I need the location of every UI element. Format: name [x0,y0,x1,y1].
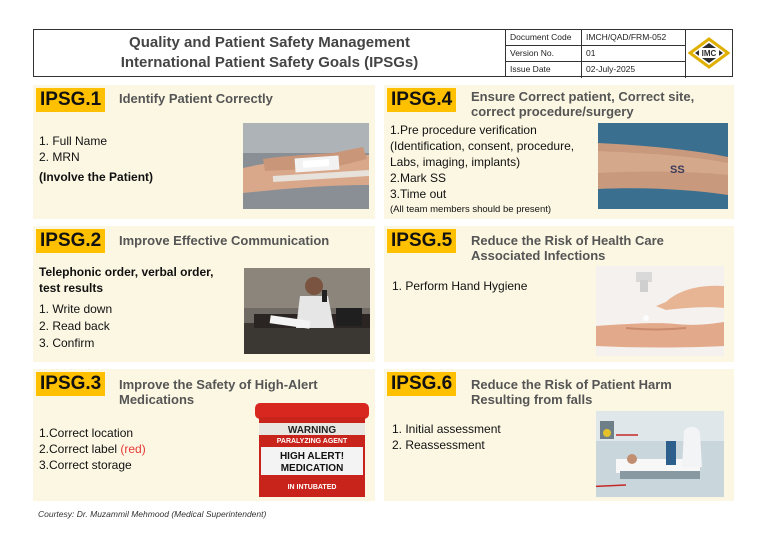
bottle-bottom-text: IN INTUBATED [287,484,337,491]
ipsg1-line-2: 2. MRN [39,150,80,164]
header-title-block [34,30,506,76]
ipsg5-title-line1: Reduce the Risk of Health Care [471,233,664,248]
logo-cell [686,30,732,76]
logo-text: IMC [701,49,717,58]
ipsg6-badge: IPSG.6 [387,372,456,396]
ipsg4-list [390,122,574,218]
ipsg3-title-line2: Medications [119,392,195,407]
ipsg3-line-2-red: (red) [120,442,146,456]
card-ipsg6 [384,369,734,501]
header-title-line1: Quality and Patient Safety Management [129,34,410,51]
ipsg2-line-1: 1. Write down [39,302,113,316]
ipsg5-badge: IPSG.5 [387,229,456,253]
ipsg1-title: Identify Patient Correctly [119,91,273,106]
ipsg6-line-1: 1. Initial assessment [392,422,501,436]
card-ipsg2 [33,226,375,362]
hospital-bed-photo [596,411,724,497]
ipsg1-emphasis: (Involve the Patient) [39,170,154,184]
ipsg2-line-3: 3. Confirm [39,336,95,350]
ipsg4-line-2: (Identification, consent, procedure, [390,139,575,153]
ipsg3-badge: IPSG.3 [36,372,105,396]
ipsg6-title-line2: Resulting from falls [471,392,593,407]
ipsg1-badge: IPSG.1 [36,88,105,112]
ipsg3-line-3: 3.Correct storage [39,458,132,472]
meta-label-issue-date: Issue Date [506,62,582,78]
bottle-warning-text: WARNING [287,425,337,436]
courtesy-note: Courtesy: Dr. Muzammil Mehmood (Medical Superintendent) [38,509,267,519]
document-meta-table [506,30,686,76]
ipsg6-line-2: 2. Reassessment [392,438,485,452]
site-mark-text: SS [670,164,685,176]
ipsg4-title [471,89,694,119]
card-ipsg5 [384,226,734,362]
ipsg4-line-3: Labs, imaging, implants) [390,155,521,169]
ipsg3-line-2 [39,441,146,457]
high-alert-vial-image [249,401,381,499]
ipsg4-note: (All team members should be present) [390,204,552,215]
hand-hygiene-photo [596,266,724,356]
meta-value-version: 01 [582,46,686,62]
ipsg4-title-line2: correct procedure/surgery [471,104,634,119]
meta-value-doc-code: IMCH/QAD/FRM-052 [582,30,686,46]
site-marking-photo [598,123,728,209]
card-ipsg4 [384,85,734,219]
ipsg2-intro-line2: test results [39,281,104,295]
ipsg4-line-1: 1.Pre procedure verification [390,123,537,137]
ipsg2-list [39,301,112,352]
ipsg3-line-1: 1.Correct location [39,426,134,440]
header-title-line2: International Patient Safety Goals (IPSGs) [120,54,419,71]
ipsg2-intro [39,264,214,296]
ipsg2-line-2: 2. Read back [39,319,110,333]
ipsg4-badge: IPSG.4 [387,88,456,112]
ipsg5-title-line2: Associated Infections [471,248,606,263]
meta-label-doc-code: Document Code [506,30,582,46]
ipsg6-title-line1: Reduce the Risk of Patient Harm [471,377,672,392]
bottle-label-line2: MEDICATION [280,463,344,474]
ipsg2-title: Improve Effective Communication [119,233,330,248]
bottle-label-line1: HIGH ALERT! [279,451,345,462]
phone-call-photo [244,268,370,354]
card-ipsg1 [33,85,375,219]
ipsg3-line-2-text: 2.Correct label [39,442,121,456]
ipsg6-list [392,421,501,453]
meta-label-version: Version No. [506,46,582,62]
card-ipsg3 [33,369,375,501]
ipsg2-badge: IPSG.2 [36,229,105,253]
ipsg4-line-5: 3.Time out [390,187,447,201]
ipsg1-line-1: 1. Full Name [39,134,108,148]
ipsg2-intro-line1: Telephonic order, verbal order, [39,265,214,279]
ipsg4-title-line1: Ensure Correct patient, Correct site, [471,89,695,104]
meta-value-issue-date: 02-July-2025 [582,62,686,78]
ipsg3-list [39,425,146,473]
ipsg5-list [392,278,527,294]
ipsg3-title-line1: Improve the Safety of High-Alert [119,377,318,392]
ipsg5-line-1: 1. Perform Hand Hygiene [392,279,528,293]
wristband-photo [243,123,369,209]
ipsg4-line-4: 2.Mark SS [390,171,447,185]
imc-logo [688,37,730,69]
bottle-sub-text: PARALYZING AGENT [276,438,348,445]
ipsg6-title [471,377,672,407]
ipsg5-title [471,233,664,263]
document-header [33,29,733,77]
ipsg1-list [39,133,153,185]
